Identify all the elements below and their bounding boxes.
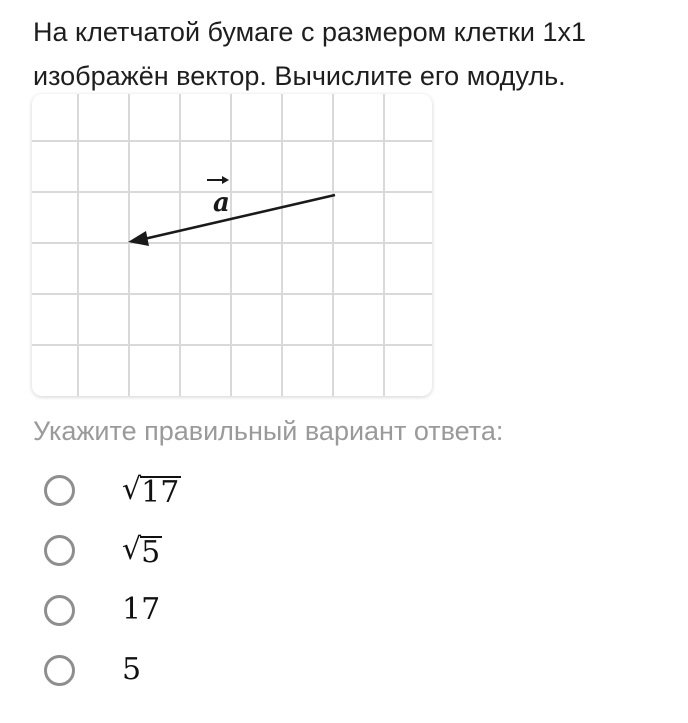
answer-options xyxy=(44,460,444,700)
radio-button[interactable] xyxy=(44,475,75,506)
option-label xyxy=(122,592,160,628)
vector-label: a xyxy=(213,188,230,218)
answer-option-4[interactable] xyxy=(44,640,444,700)
option-value: 5 xyxy=(122,652,142,687)
grid-svg xyxy=(32,94,432,396)
option-value: 5 xyxy=(141,535,161,570)
option-value: 17 xyxy=(122,592,161,627)
answer-option-1[interactable] xyxy=(44,460,444,520)
radio-button[interactable] xyxy=(44,595,75,626)
sqrt-icon: √ xyxy=(122,472,142,507)
question-line-2: изображён вектор. Вычислите его модуль. xyxy=(33,61,566,91)
grid-figure xyxy=(32,94,432,396)
radio-button[interactable] xyxy=(44,535,75,566)
vector-label-arrow-head xyxy=(222,176,229,184)
option-label xyxy=(122,472,181,508)
answer-option-2[interactable] xyxy=(44,520,444,580)
radio-button[interactable] xyxy=(44,655,75,686)
grid-lines xyxy=(32,94,432,396)
option-label xyxy=(122,652,141,688)
option-label xyxy=(122,532,162,568)
question-line-1: На клетчатой бумаге с размером клетки 1x1 xyxy=(33,17,587,47)
option-value: 17 xyxy=(141,475,180,510)
answer-prompt: Укажите правильный вариант ответа: xyxy=(33,416,504,446)
vector-a-shaft xyxy=(144,195,335,239)
question-text xyxy=(33,10,673,98)
sqrt-icon: √ xyxy=(122,532,142,567)
answer-option-3[interactable] xyxy=(44,580,444,640)
